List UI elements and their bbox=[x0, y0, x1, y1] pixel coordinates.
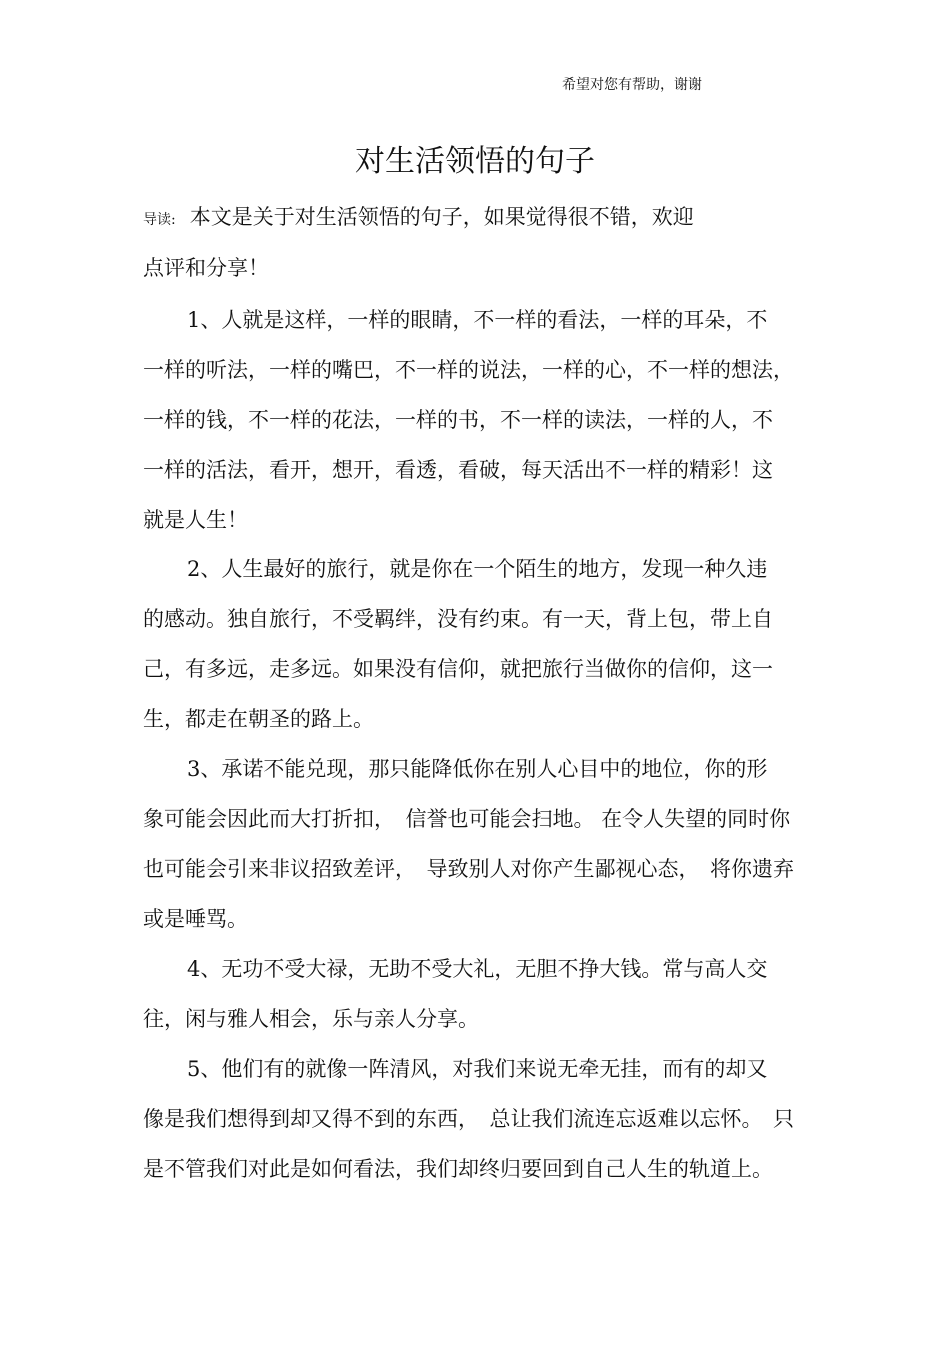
paragraph-4-line: 往，闲与雅人相会，乐与亲人分享。 bbox=[143, 1007, 479, 1031]
intro-text: 本文是关于对生活领悟的句子，如果觉得很不错，欢迎 bbox=[189, 205, 694, 229]
paragraph-1-line: 就是人生！ bbox=[143, 508, 248, 532]
paragraph-3-line: 也可能会引来非议招致差评， 导致别人对你产生鄙视心态， 将你遗弃 bbox=[143, 857, 794, 881]
paragraph-3-line: 3、承诺不能兑现，那只能降低你在别人心目中的地位，你的形 bbox=[187, 757, 768, 781]
intro-label: 导读: bbox=[143, 212, 176, 228]
paragraph-2-line: 生，都走在朝圣的路上。 bbox=[143, 707, 374, 731]
paragraph-5-line: 像是我们想得到却又得不到的东西， 总让我们流连忘返难以忘怀。 只 bbox=[143, 1107, 794, 1131]
page-title: 对生活领悟的句子 bbox=[355, 144, 595, 179]
paragraph-3-line: 或是唾骂。 bbox=[143, 907, 248, 931]
paragraph-1-line: 一样的听法，一样的嘴巴，不一样的说法，一样的心，不一样的想法， bbox=[143, 358, 794, 382]
paragraph-5-line: 5、他们有的就像一阵清风，对我们来说无牵无挂，而有的却又 bbox=[187, 1057, 768, 1081]
paragraph-5-line: 是不管我们对此是如何看法，我们却终归要回到自己人生的轨道上。 bbox=[143, 1157, 773, 1181]
paragraph-3-line: 象可能会因此而大打折扣， 信誉也可能会扫地。 在令人失望的同时你 bbox=[143, 807, 791, 831]
header-note: 希望对您有帮助，谢谢 bbox=[562, 77, 702, 93]
paragraph-1-line: 一样的钱，不一样的花法，一样的书，不一样的读法，一样的人，不 bbox=[143, 408, 773, 432]
intro-line: 点评和分享！ bbox=[143, 256, 269, 280]
paragraph-1-line: 一样的活法，看开，想开，看透，看破，每天活出不一样的精彩！这 bbox=[143, 458, 773, 482]
paragraph-4-line: 4、无功不受大禄，无助不受大礼，无胆不挣大钱。常与高人交 bbox=[187, 957, 768, 981]
intro-line bbox=[143, 203, 694, 234]
paragraph-2-line: 2、人生最好的旅行，就是你在一个陌生的地方，发现一种久违 bbox=[187, 557, 768, 581]
paragraph-1-line: 1、人就是这样，一样的眼睛，不一样的看法，一样的耳朵，不 bbox=[187, 308, 768, 332]
paragraph-2-line: 的感动。独自旅行，不受羁绊，没有约束。有一天，背上包，带上自 bbox=[143, 607, 773, 631]
paragraph-2-line: 己，有多远，走多远。如果没有信仰，就把旅行当做你的信仰，这一 bbox=[143, 657, 773, 681]
